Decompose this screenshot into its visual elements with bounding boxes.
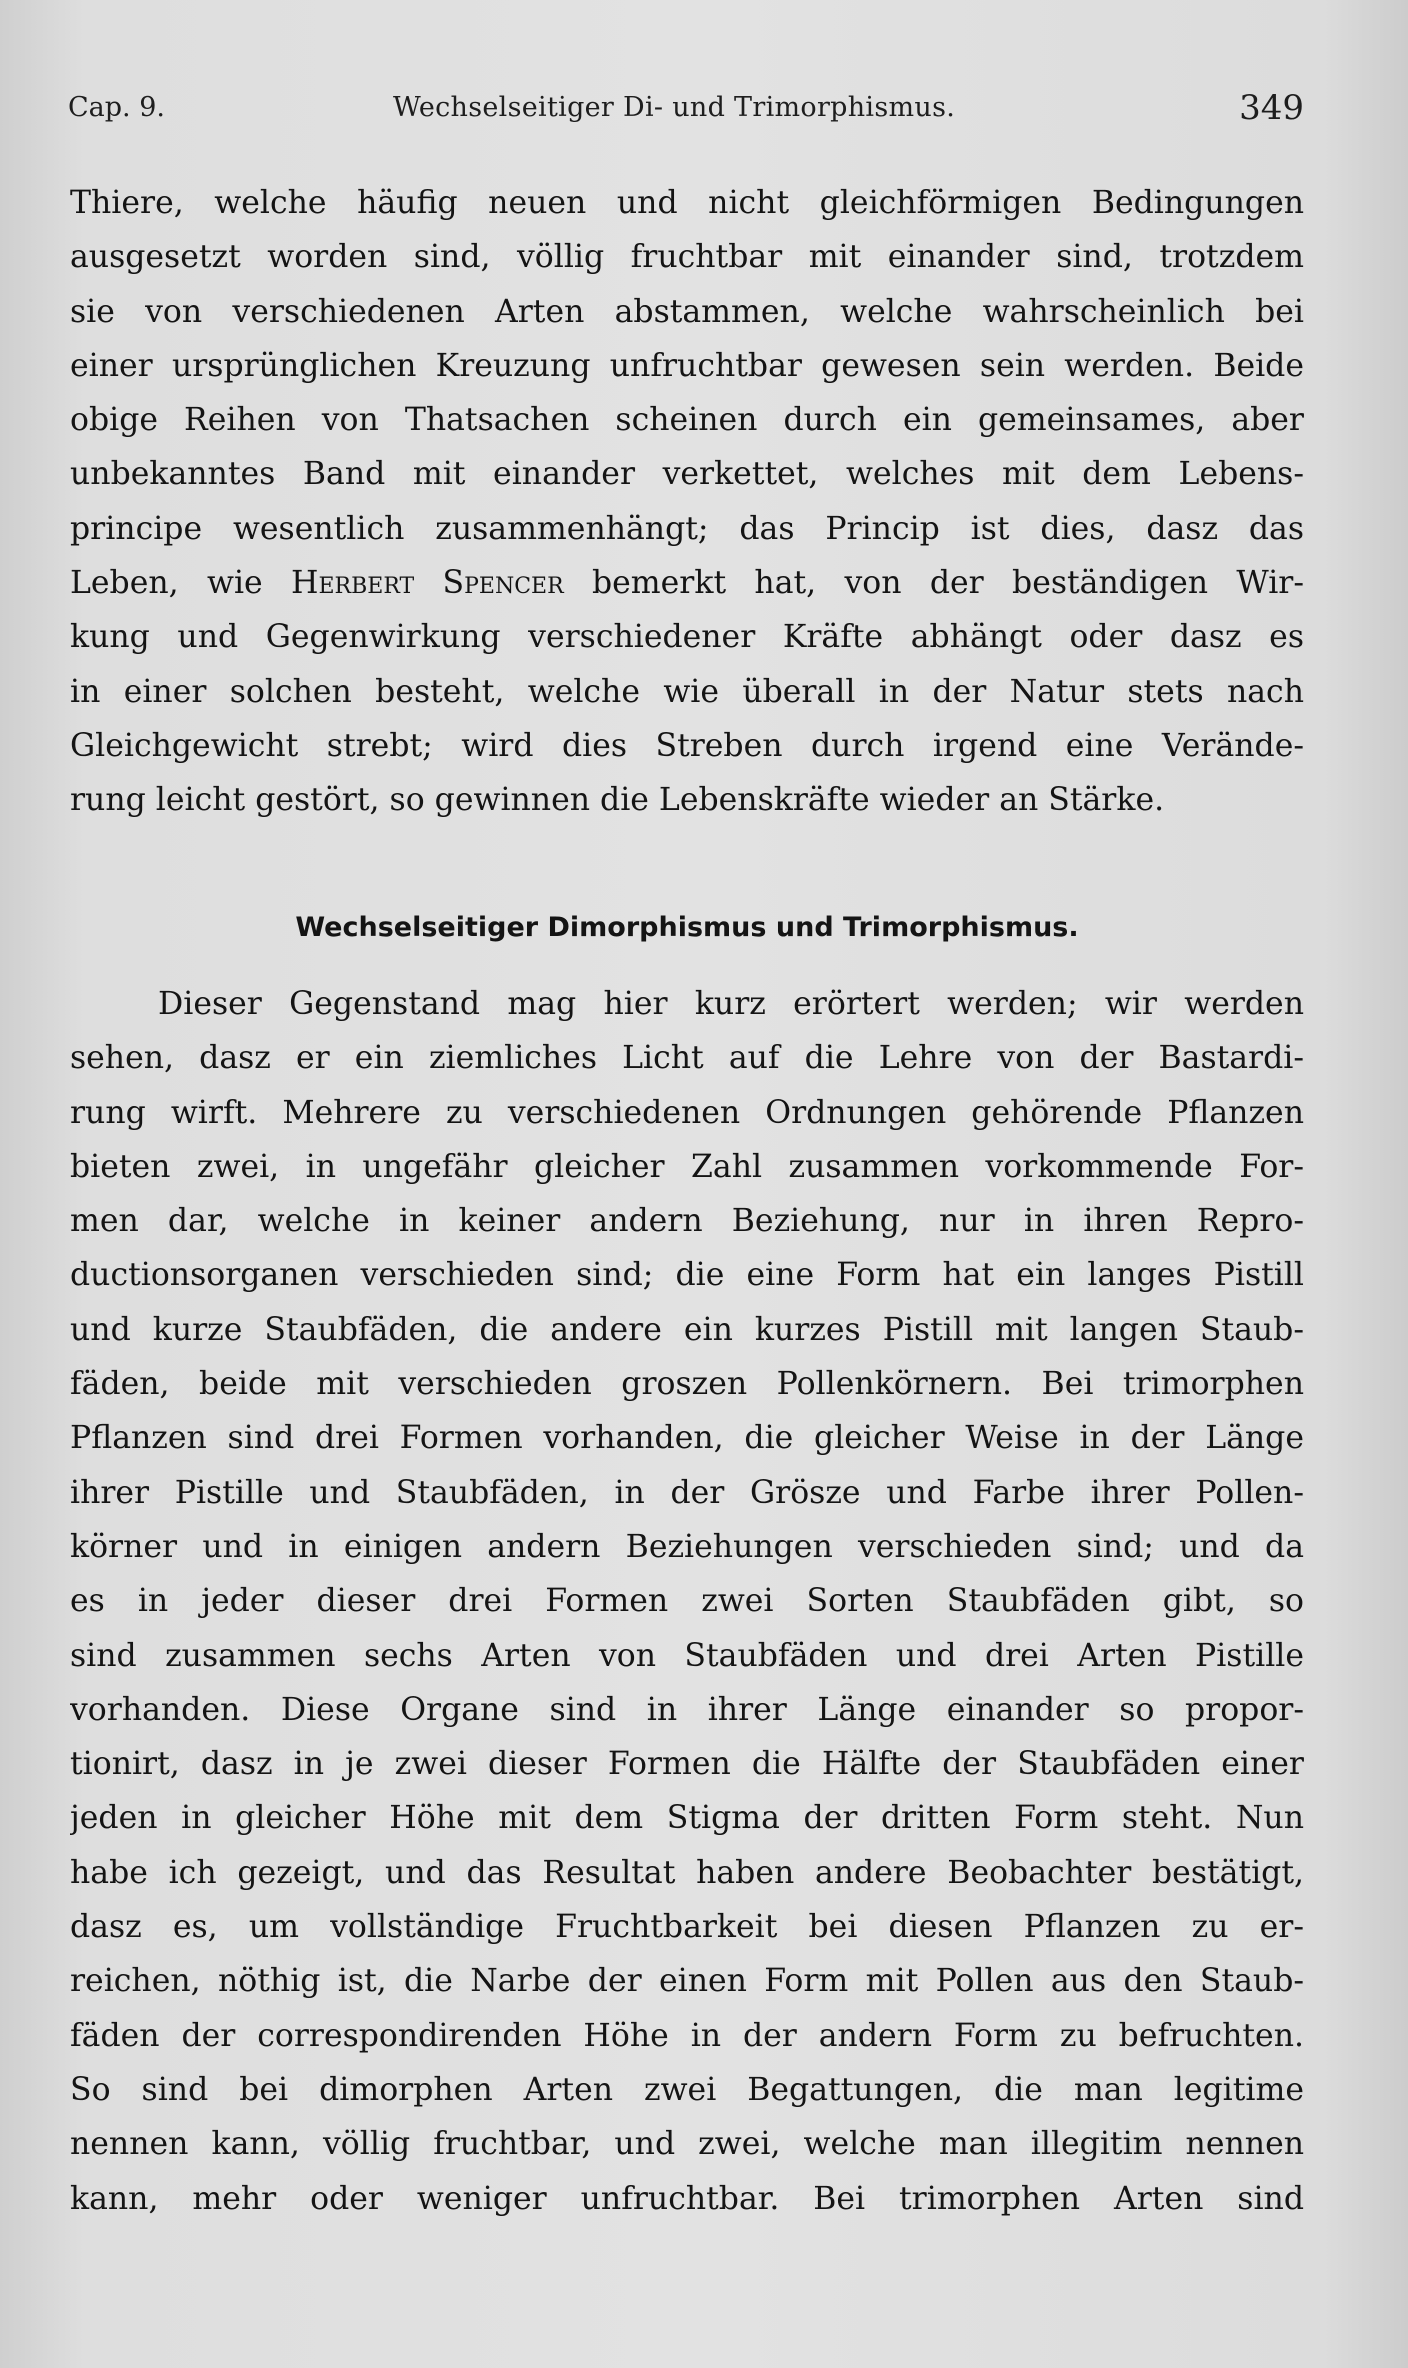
text-line: obige Reihen von Thatsachen scheinen durch ein gemeinsames, aber [70,402,1304,439]
section-heading: Wechselseitiger Dimorphismus und Trimorphismus. [295,912,1079,943]
text-line: principe wesentlich zusammenhängt; das Princip ist dies, dasz das [70,510,1304,547]
text-line: einer ursprünglichen Kreuzung unfruchtbar gewesen sein werden. Beide [70,347,1304,384]
text-line: fäden der correspondirenden Höhe in der andern Form zu befruchten. [70,2017,1304,2054]
text-line: habe ich gezeigt, und das Resultat haben andere Beobachter bestätigt, [70,1854,1304,1891]
text-line: rung leicht gestört, so gewinnen die Lebenskräfte wieder an Stärke. [70,782,1165,819]
text-line: unbekanntes Band mit einander verkettet, welches mit dem Lebens- [70,456,1304,493]
text-line: sehen, dasz er ein ziemliches Licht auf die Lehre von der Bastardi- [70,1040,1304,1077]
text-line: So sind bei dimorphen Arten zwei Begattungen, die man legitime [70,2071,1304,2108]
chapter-label: Cap. 9. [68,92,165,123]
page-number: 349 [1239,88,1304,128]
paragraph-2 [70,977,1304,2226]
text-line: rung wirft. Mehrere zu verschiedenen Ordnungen gehörende Pflanzen [70,1094,1304,1131]
text-line: Dieser Gegenstand mag hier kurz erörtert werden; wir werden [158,986,1304,1022]
text-fragment: bemerkt hat, von der beständigen Wir- [591,565,1304,602]
running-title: Wechselseitiger Di- und Trimorphismus. [393,92,956,123]
text-line: kung und Gegenwirkung verschiedener Kräfte abhängt oder dasz es [70,619,1304,656]
text-line: und kurze Staubfäden, die andere ein kurzes Pistill mit langen Staub- [70,1311,1304,1348]
text-line: kann, mehr oder weniger unfruchtbar. Bei trimorphen Arten sind [70,2180,1304,2217]
author-name: Herbert Spencer [291,565,564,602]
paragraph-1 [70,176,1304,828]
text-line: fäden, beide mit verschieden groszen Pollenkörnern. Bei trimorphen [70,1366,1304,1403]
text-line: Thiere, welche häufig neuen und nicht gleichförmigen Bedingungen [70,185,1304,221]
text-line: vorhanden. Diese Organe sind in ihrer Länge einander so propor- [70,1691,1304,1728]
text-line: dasz es, um vollständige Fruchtbarkeit bei diesen Pflanzen zu er- [70,1909,1304,1946]
text-line: jeden in gleicher Höhe mit dem Stigma der dritten Form steht. Nun [70,1800,1304,1837]
text-line: tionirt, dasz in je zwei dieser Formen die Hälfte der Staubfäden einer [70,1746,1304,1783]
page-header [68,88,1304,140]
text-line: es in jeder dieser drei Formen zwei Sorten Staubfäden gibt, so [70,1583,1304,1620]
text-line: ihrer Pistille und Staubfäden, in der Grösze und Farbe ihrer Pollen- [70,1474,1304,1511]
text-line: nennen kann, völlig fruchtbar, und zwei, welche man illegitim nennen [70,2126,1304,2163]
text-line: körner und in einigen andern Beziehungen verschieden sind; und da [70,1528,1304,1565]
text-line: Gleichgewicht strebt; wird dies Streben durch irgend eine Verände- [70,727,1304,764]
text-line: bieten zwei, in ungefähr gleicher Zahl zusammen vorkommende For- [70,1148,1304,1185]
text-line: reichen, nöthig ist, die Narbe der einen Form mit Pollen aus den Staub- [70,1963,1304,2000]
text-line: sind zusammen sechs Arten von Staubfäden und drei Arten Pistille [70,1637,1304,1674]
text-line: men dar, welche in keiner andern Beziehung, nur in ihren Repro- [70,1203,1304,1240]
text-line: ductionsorganen verschieden sind; die eine Form hat ein langes Pistill [70,1257,1304,1294]
text-line: sie von verschiedenen Arten abstammen, welche wahrscheinlich bei [70,293,1304,330]
text-line-with-author [70,556,1304,610]
text-line: ausgesetzt worden sind, völlig fruchtbar mit einander sind, trotzdem [70,239,1304,276]
text-line: Pflanzen sind drei Formen vorhanden, die gleicher Weise in der Länge [70,1420,1304,1457]
text-line: in einer solchen besteht, welche wie überall in der Natur stets nach [70,673,1304,710]
text-fragment: Leben, wie [70,565,263,602]
